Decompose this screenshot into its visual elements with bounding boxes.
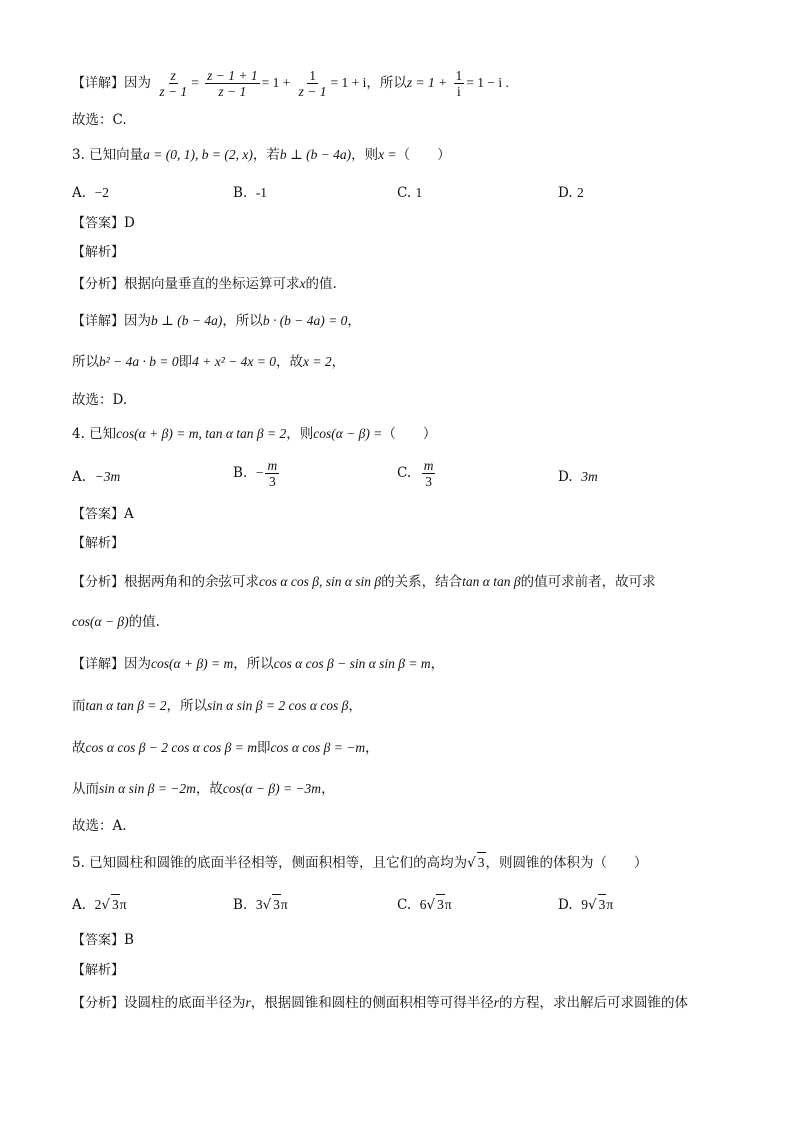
- q3-detail-2: 所以b² − 4a · b = 0即4 + x² − 4x = 0，故x = 2，: [72, 354, 346, 370]
- q3-stem: 3. 已知向量a = (0, 1), b = (2, x)，若b ⊥ (b − 4a)，则x =（ ）: [72, 147, 451, 163]
- q3-option-b: B. -1: [233, 185, 268, 201]
- q4-fenxi-1: 【分析】根据两角和的余弦可求cos α cos β, sin α sin β的关系，结合tan α tan β的值可求前者，故可求: [72, 574, 656, 590]
- q4-detail-3: 故cos α cos β − 2 cos α cos β = m即cos α cos β = −m，: [72, 740, 379, 756]
- fraction: $\frac{1}{z - 1}$: [298, 68, 327, 99]
- q4-stem: 4. 已知cos(α + β) = m, tan α tan β = 2，则cos(α − β) =（ ）: [72, 426, 437, 442]
- q3-analysis-tag: 【解析】: [72, 245, 125, 260]
- q4-detail-4: 从而sin α sin β = −2m，故cos(α − β) = −3m，: [72, 781, 335, 797]
- q4-analysis-tag: 【解析】: [72, 536, 125, 551]
- detail-tag: 【详解】: [72, 76, 125, 91]
- q3-answer: 【答案】D: [72, 215, 135, 231]
- q5-analysis-tag: 【解析】: [72, 963, 125, 978]
- q4-option-c: C. $\frac{m}{3}$: [397, 458, 434, 489]
- fraction: $\frac{1}{i}$: [455, 68, 463, 99]
- q5-fenxi: 【分析】设圆柱的底面半径为r，根据圆锥和圆柱的侧面积相等可得半径r的方程，求出解后可求圆锥的体: [72, 995, 689, 1011]
- q5-option-d: D. 9√ 3π: [558, 894, 613, 915]
- q2-detail-line: 【详解】因为 $\frac{z}{z - 1}$ = $\frac{z - 1 + 1}{z - 1}$ = 1 + $\frac{1}{z - 1}$ = 1 + i，所以z = 1 + $\frac{1}{i}$ = 1 − i .: [72, 68, 509, 99]
- q3-detail-1: 【详解】因为b ⊥ (b − 4a)，所以b · (b − 4a) = 0，: [72, 313, 361, 329]
- q5-option-c: C. 6√ 3π: [397, 894, 452, 915]
- q4-fenxi-2: cos(α − β)的值.: [72, 614, 160, 630]
- q2-choice: 故选：C.: [72, 112, 127, 128]
- q5-option-a: A. 2√ 3π: [72, 894, 127, 915]
- text: 因为: [124, 75, 152, 91]
- q4-answer: 【答案】A: [72, 506, 134, 522]
- q5-option-b: B. 3√ 3π: [233, 894, 288, 915]
- q5-answer: 【答案】B: [72, 932, 134, 948]
- q4-option-d: D. 3m: [558, 469, 598, 485]
- q3-option-d: D. 2: [558, 185, 584, 201]
- q3-option-a: A. −2: [72, 185, 110, 201]
- fraction: $\frac{z}{z - 1}$: [159, 68, 188, 99]
- q3-choice: 故选：D.: [72, 392, 128, 408]
- q4-option-a: A. −3m: [72, 469, 121, 485]
- q5-stem: 5. 已知圆柱和圆锥的底面半径相等，侧面积相等，且它们的高均为√ 3，则圆锥的体积为（ ）: [72, 852, 648, 873]
- q4-detail-1: 【详解】因为cos(α + β) = m，所以cos α cos β − sin α sin β = m，: [72, 656, 445, 672]
- q4-choice: 故选：A.: [72, 818, 127, 834]
- q3-fenxi: 【分析】根据向量垂直的坐标运算可求x的值.: [72, 276, 337, 292]
- fraction: $\frac{z - 1 + 1}{z - 1}$: [207, 68, 258, 99]
- q4-detail-2: 而tan α tan β = 2，所以sin α sin β = 2 cos α cos β，: [72, 698, 362, 714]
- q3-option-c: C. 1: [397, 185, 423, 201]
- q4-option-b: B. − $\frac{m}{3}$: [233, 458, 278, 489]
